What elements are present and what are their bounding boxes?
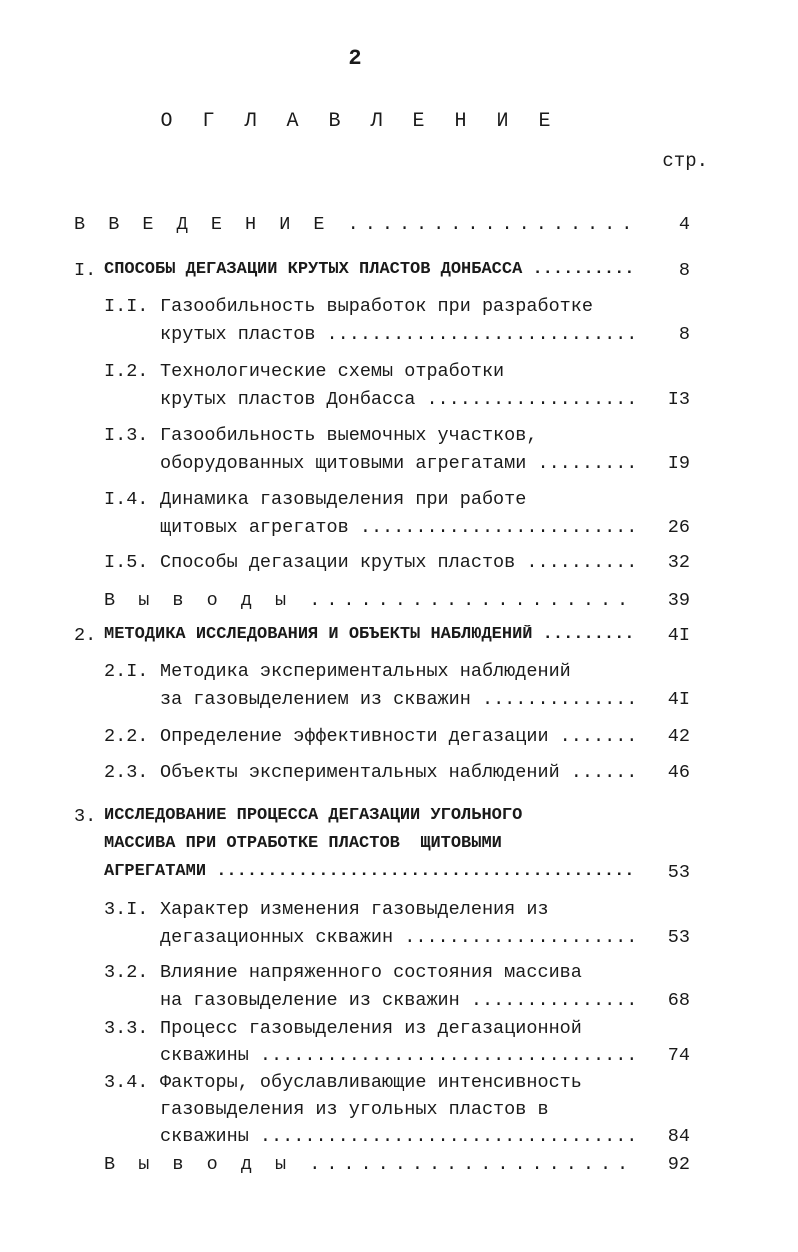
toc-entry-page: 8 bbox=[678, 324, 690, 345]
toc-entry-title-cont: АГРЕГАТАМИ ..... bbox=[104, 862, 634, 881]
toc-entry-title: Методика экспериментальных наблюдений bbox=[160, 661, 571, 682]
toc-entry-title: Газообильность выработок при разработке bbox=[160, 296, 593, 317]
toc-entry-title: СПОСОБЫ ДЕГАЗАЦИИ КРУТЫХ ПЛАСТОВ ДОНБАССА ..... bbox=[104, 260, 634, 279]
toc-entry-number: I.5. bbox=[104, 552, 149, 573]
toc-entry-title: Определение эффективности дегазации ..... bbox=[160, 726, 634, 747]
toc-entry-page: 32 bbox=[667, 552, 690, 573]
toc-entry-title: Характер изменения газовыделения из bbox=[160, 899, 549, 920]
toc-entry-number: 2.3. bbox=[104, 762, 149, 783]
toc-entry-title-cont: МАССИВА ПРИ ОТРАБОТКЕ ПЛАСТОВ ЩИТОВЫМИ bbox=[104, 834, 502, 853]
toc-entry-page: 4 bbox=[678, 214, 690, 235]
page-number: 2 bbox=[348, 46, 362, 71]
toc-entry-page: 46 bbox=[667, 762, 690, 783]
toc-entry-title: В В Е Д Е Н И Е ..... bbox=[74, 214, 634, 235]
toc-entry-title: ИССЛЕДОВАНИЕ ПРОЦЕССА ДЕГАЗАЦИИ УГОЛЬНОГО bbox=[104, 806, 523, 825]
toc-entry-page: 8 bbox=[678, 260, 690, 281]
toc-entry-page: 39 bbox=[667, 590, 690, 611]
toc-entry-page: 68 bbox=[667, 990, 690, 1011]
toc-entry-title-cont: скважины ..... bbox=[160, 1126, 634, 1147]
toc-entry-title: Динамика газовыделения при работе bbox=[160, 489, 527, 510]
toc-entry-number: I.I. bbox=[104, 296, 149, 317]
toc-entry-number: 2. bbox=[74, 625, 97, 646]
toc-entry-title-cont: на газовыделение из скважин ..... bbox=[160, 990, 634, 1011]
toc-entry-number: 3.3. bbox=[104, 1018, 149, 1039]
toc-entry-title-cont: дегазационных скважин ..... bbox=[160, 927, 634, 948]
toc-entry-title-cont: щитовых агрегатов ..... bbox=[160, 517, 634, 538]
toc-entry-title: Способы дегазации крутых пластов ..... bbox=[160, 552, 634, 573]
toc-entry-title: Технологические схемы отработки bbox=[160, 361, 505, 382]
toc-entry-page: 4I bbox=[667, 625, 690, 646]
toc-entry-title: Влияние напряженного состояния массива bbox=[160, 962, 582, 983]
toc-entry-page: 74 bbox=[667, 1045, 690, 1066]
toc-entry-title: В ы в о д ы ..... bbox=[104, 1154, 634, 1175]
toc-entry-number: 3.2. bbox=[104, 962, 149, 983]
toc-entry-page: 42 bbox=[667, 726, 690, 747]
toc-entry-title-cont: крутых пластов Донбасса ..... bbox=[160, 389, 634, 410]
toc-entry-number: 3. bbox=[74, 806, 97, 827]
toc-entry-title-cont: крутых пластов ..... bbox=[160, 324, 634, 345]
toc-entry-title: Газообильность выемочных участков, bbox=[160, 425, 538, 446]
toc-entry-page: 4I bbox=[667, 689, 690, 710]
toc-entry-page: I3 bbox=[667, 389, 690, 410]
toc-entry-number: 3.4. bbox=[104, 1072, 149, 1093]
toc-entry-page: I9 bbox=[667, 453, 690, 474]
toc-entry-page: 84 bbox=[667, 1126, 690, 1147]
toc-entry-page: 92 bbox=[667, 1154, 690, 1175]
pages-column-label: стр. bbox=[662, 150, 708, 172]
toc-entry-title-cont: за газовыделением из скважин ..... bbox=[160, 689, 634, 710]
toc-entry-number: I.2. bbox=[104, 361, 149, 382]
toc-entry-number: I.3. bbox=[104, 425, 149, 446]
toc-entry-title-cont: газовыделения из угольных пластов в bbox=[160, 1099, 549, 1120]
toc-entry-number: I.4. bbox=[104, 489, 149, 510]
toc-entry-title-cont: оборудованных щитовыми агрегатами ..... bbox=[160, 453, 634, 474]
toc-entry-title: Процесс газовыделения из дегазационной bbox=[160, 1018, 582, 1039]
toc-entry-title: МЕТОДИКА ИССЛЕДОВАНИЯ И ОБЪЕКТЫ НАБЛЮДЕНИЙ ..... bbox=[104, 625, 634, 644]
toc-entry-title: В ы в о д ы ..... bbox=[104, 590, 634, 611]
toc-entry-page: 53 bbox=[667, 927, 690, 948]
toc-entry-title-cont: скважины ..... bbox=[160, 1045, 634, 1066]
toc-entry-title: Факторы, обуславливающие интенсивность bbox=[160, 1072, 582, 1093]
toc-entry-number: I. bbox=[74, 260, 97, 281]
toc-entry-number: 3.I. bbox=[104, 899, 149, 920]
contents-title: О Г Л А В Л Е Н И Е bbox=[160, 110, 560, 133]
toc-entry-title: Объекты экспериментальных наблюдений ..... bbox=[160, 762, 634, 783]
toc-entry-page: 26 bbox=[667, 517, 690, 538]
toc-entry-number: 2.I. bbox=[104, 661, 149, 682]
toc-entry-number: 2.2. bbox=[104, 726, 149, 747]
toc-entry-page: 53 bbox=[667, 862, 690, 883]
